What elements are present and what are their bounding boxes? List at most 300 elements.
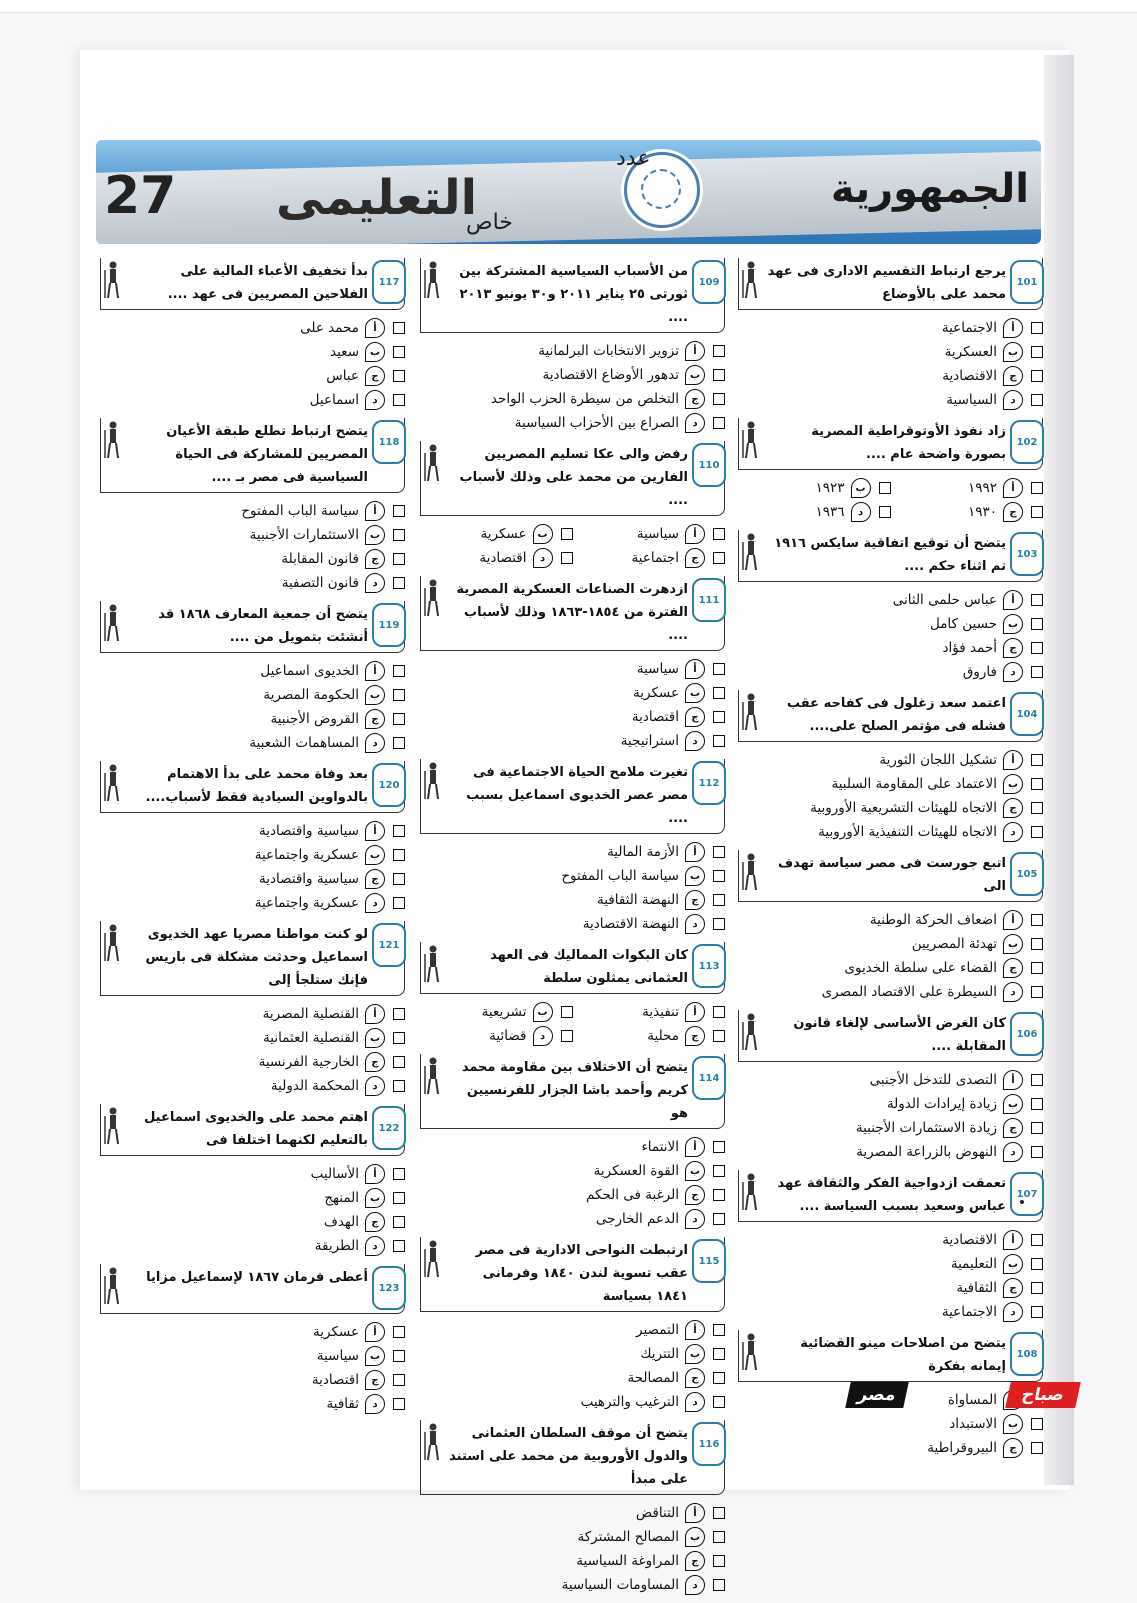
option-label: زيادة إيرادات الدولة: [886, 1096, 997, 1112]
question-number-badge: 110: [692, 443, 726, 487]
pharaoh-figure-icon: [741, 1332, 761, 1372]
answer-options: [100, 659, 405, 755]
checkbox[interactable]: [1031, 394, 1043, 406]
watermark-black-text: مصر: [845, 1382, 908, 1408]
answer-option[interactable]: [100, 1210, 405, 1234]
answer-option[interactable]: [100, 731, 405, 755]
checkbox[interactable]: [1031, 778, 1043, 790]
option-label: التمصير: [636, 1322, 679, 1338]
checkbox[interactable]: [561, 1006, 573, 1018]
answer-option[interactable]: [100, 1002, 405, 1026]
option-letter: ب: [1003, 614, 1023, 634]
checkbox[interactable]: [1031, 1146, 1043, 1158]
question-text: تعمقت ازدواجية الفكر والثقافة عهد عباس وسعيد بسبب السياسة ....: [777, 1176, 1006, 1214]
checkbox[interactable]: [713, 1555, 725, 1567]
option-label: اقتصادية: [479, 550, 527, 566]
answer-option[interactable]: [100, 867, 405, 891]
answer-option[interactable]: [420, 411, 725, 435]
checkbox[interactable]: [1031, 1074, 1043, 1086]
checkbox[interactable]: [393, 1240, 405, 1252]
answer-option[interactable]: [738, 340, 1043, 364]
checkbox[interactable]: [561, 552, 573, 564]
checkbox[interactable]: [393, 1398, 405, 1410]
option-label: اسماعيل: [309, 392, 359, 408]
option-label: ثقافية: [326, 1396, 359, 1412]
option-label: المحكمة الدولية: [270, 1078, 359, 1094]
top-bar: [0, 0, 1137, 13]
checkbox[interactable]: [1031, 914, 1043, 926]
answer-option[interactable]: [420, 363, 725, 387]
option-letter: أ: [365, 821, 385, 841]
checkbox[interactable]: [393, 1056, 405, 1068]
checkbox[interactable]: [1031, 1442, 1043, 1454]
checkbox[interactable]: [1031, 322, 1043, 334]
checkbox[interactable]: [393, 1080, 405, 1092]
question-block: [420, 1420, 725, 1597]
answer-options: [100, 316, 405, 412]
pharaoh-figure-icon: [741, 260, 761, 300]
pharaoh-figure-icon: [741, 852, 761, 892]
checkbox[interactable]: [713, 663, 725, 675]
checkbox[interactable]: [393, 1374, 405, 1386]
answer-option[interactable]: [100, 571, 405, 595]
answer-options: [100, 819, 405, 915]
answer-option[interactable]: [100, 1186, 405, 1210]
checkbox[interactable]: [1031, 1234, 1043, 1246]
checkbox[interactable]: [393, 529, 405, 541]
answer-option[interactable]: [100, 659, 405, 683]
checkbox[interactable]: [1031, 346, 1043, 358]
question-number-badge: 115: [692, 1239, 726, 1283]
option-letter: ج: [685, 1185, 705, 1205]
answer-options: [420, 1501, 725, 1597]
question-header: [420, 441, 725, 516]
checkbox[interactable]: [393, 1032, 405, 1044]
checkbox[interactable]: [393, 665, 405, 677]
answer-options: [420, 339, 725, 435]
checkbox[interactable]: [393, 370, 405, 382]
answer-option[interactable]: [738, 660, 1043, 684]
answer-option[interactable]: [738, 1276, 1043, 1300]
checkbox[interactable]: [713, 894, 725, 906]
option-label: الدعم الخارجى: [595, 1211, 679, 1227]
question-text: يتضح أن الاختلاف بين مقاومة محمد كريم وأحمد باشا الجزار للفرنسيين هو: [461, 1060, 688, 1121]
checkbox[interactable]: [1031, 986, 1043, 998]
question-number-badge: 104: [1010, 692, 1044, 736]
checkbox[interactable]: [393, 897, 405, 909]
checkbox[interactable]: [1031, 618, 1043, 630]
answer-option[interactable]: [100, 316, 405, 340]
answer-options: [100, 1002, 405, 1098]
answer-option[interactable]: [420, 657, 725, 681]
question-block: [100, 258, 405, 412]
checkbox[interactable]: [393, 689, 405, 701]
checkbox[interactable]: [393, 825, 405, 837]
checkbox[interactable]: [1031, 754, 1043, 766]
checkbox[interactable]: [713, 711, 725, 723]
question-text: اهتم محمد على والخديوى اسماعيل بالتعليم لكنهما اختلفا فى: [144, 1110, 368, 1148]
answer-option[interactable]: [100, 1392, 405, 1416]
option-letter: د: [533, 548, 553, 568]
checkbox[interactable]: [713, 1165, 725, 1177]
question-text: من الأسباب السياسية المشتركة بين ثورتى ٢٥ يناير ٢٠١١ و٣٠ يونيو ٢٠١٣ ....: [459, 264, 688, 325]
question-block: [738, 258, 1043, 412]
checkbox[interactable]: [393, 505, 405, 517]
answer-option[interactable]: [420, 387, 725, 411]
answer-options: [738, 1228, 1043, 1324]
checkbox[interactable]: [713, 1531, 725, 1543]
option-letter: ب: [1003, 1254, 1023, 1274]
option-letter: ب: [685, 1527, 705, 1547]
option-letter: ب: [1003, 774, 1023, 794]
question-text: يتضح ارتباط تطلع طبقة الأعيان المصريين للمشاركة فى الحياة السياسية فى مصر بـ ....: [166, 424, 368, 485]
answer-option[interactable]: [420, 1159, 725, 1183]
question-text: يتضح من اصلاحات مينو القضائية إيمانه بفكرة: [800, 1336, 1006, 1374]
question-number-badge: 111: [692, 578, 726, 622]
answer-option[interactable]: [738, 636, 1043, 660]
answer-option[interactable]: [100, 1344, 405, 1368]
option-letter: د: [1003, 390, 1023, 410]
checkbox[interactable]: [713, 1189, 725, 1201]
checkbox[interactable]: [393, 394, 405, 406]
answer-option[interactable]: [100, 891, 405, 915]
answer-option[interactable]: [420, 864, 725, 888]
answer-option[interactable]: [100, 683, 405, 707]
checkbox[interactable]: [713, 393, 725, 405]
option-letter: د: [365, 390, 385, 410]
checkbox[interactable]: [713, 1324, 725, 1336]
checkbox[interactable]: [1031, 826, 1043, 838]
question-block: [420, 441, 725, 570]
option-letter: أ: [685, 1002, 705, 1022]
checkbox[interactable]: [713, 1396, 725, 1408]
option-label: البيروقراطية: [927, 1440, 997, 1456]
question-number-badge: 108: [1010, 1332, 1044, 1376]
answer-option[interactable]: [420, 1501, 725, 1525]
question-number-badge: 122: [372, 1106, 406, 1150]
option-label: اقتصادية: [631, 709, 679, 725]
answer-option[interactable]: [420, 1390, 725, 1414]
pharaoh-figure-icon: [423, 761, 443, 801]
column-left: [100, 258, 405, 1422]
answer-option[interactable]: [100, 1074, 405, 1098]
issue-number: 27: [104, 166, 177, 226]
checkbox[interactable]: [393, 1350, 405, 1362]
checkbox[interactable]: [879, 482, 891, 494]
option-label: قانون التصفية: [281, 575, 359, 591]
option-label: تدهور الأوضاع الاقتصادية: [542, 367, 679, 383]
question-text: كان البكوات المماليك فى العهد العثمانى يمثلون سلطة: [490, 948, 688, 986]
answer-option[interactable]: [738, 316, 1043, 340]
option-letter: ج: [365, 869, 385, 889]
answer-option[interactable]: [738, 748, 1043, 772]
checkbox[interactable]: [879, 506, 891, 518]
answer-option[interactable]: [100, 340, 405, 364]
answer-option[interactable]: [100, 547, 405, 571]
checkbox[interactable]: [713, 1141, 725, 1153]
option-letter: ج: [1003, 1278, 1023, 1298]
checkbox[interactable]: [393, 873, 405, 885]
checkbox[interactable]: [393, 1216, 405, 1228]
question-text: بعد وفاة محمد على بدأ الاهتمام بالدواوين السيادية فقط لأسباب....: [145, 767, 368, 805]
checkbox[interactable]: [393, 346, 405, 358]
checkbox[interactable]: [713, 528, 725, 540]
answer-option[interactable]: [420, 339, 725, 363]
question-number-badge: 114: [692, 1056, 726, 1100]
answer-option[interactable]: [420, 1207, 725, 1231]
answer-option[interactable]: [420, 888, 725, 912]
checkbox[interactable]: [561, 528, 573, 540]
option-label: الاعتماد على المقاومة السلبية: [831, 776, 997, 792]
answer-option[interactable]: [420, 1135, 725, 1159]
answer-option[interactable]: [891, 476, 1044, 500]
answer-option[interactable]: [738, 1092, 1043, 1116]
answer-option[interactable]: [738, 1140, 1043, 1164]
checkbox[interactable]: [393, 577, 405, 589]
option-letter: ج: [365, 1370, 385, 1390]
option-label: التخلص من سيطرة الحزب الواحد: [490, 391, 679, 407]
option-label: الاقتصادية: [942, 368, 997, 384]
option-letter: ج: [685, 389, 705, 409]
answer-option[interactable]: [738, 1068, 1043, 1092]
answer-option[interactable]: [738, 796, 1043, 820]
checkbox[interactable]: [713, 1213, 725, 1225]
question-number-badge: 101: [1010, 260, 1044, 304]
checkbox[interactable]: [393, 1192, 405, 1204]
answer-option[interactable]: [738, 820, 1043, 844]
checkbox[interactable]: [393, 713, 405, 725]
checkbox[interactable]: [1031, 370, 1043, 382]
answer-option[interactable]: [100, 499, 405, 523]
answer-option[interactable]: [100, 1234, 405, 1258]
question-block: [420, 1237, 725, 1414]
question-header: [420, 576, 725, 651]
option-letter: ج: [685, 548, 705, 568]
answer-option[interactable]: [738, 1300, 1043, 1324]
checkbox[interactable]: [1031, 1282, 1043, 1294]
answer-option[interactable]: [420, 705, 725, 729]
answer-option[interactable]: [738, 500, 891, 524]
checkbox[interactable]: [561, 1030, 573, 1042]
checkbox[interactable]: [713, 1507, 725, 1519]
watermark-logo: [848, 1378, 1084, 1418]
answer-option[interactable]: [420, 1183, 725, 1207]
option-label: حسين كامل: [929, 616, 997, 632]
answer-options: [100, 1320, 405, 1416]
option-label: الرغبة فى الحكم: [586, 1187, 679, 1203]
answer-option[interactable]: [420, 912, 725, 936]
checkbox[interactable]: [713, 417, 725, 429]
option-letter: ج: [1003, 798, 1023, 818]
question-number-badge: 102: [1010, 420, 1044, 464]
question-block: [420, 576, 725, 753]
answer-options: [738, 316, 1043, 412]
question-block: [738, 1170, 1043, 1324]
answer-option[interactable]: [738, 772, 1043, 796]
pharaoh-figure-icon: [103, 1106, 123, 1146]
question-text: زاد نفوذ الأوتوقراطية المصرية بصورة واضحة عام ....: [811, 424, 1006, 462]
answer-option[interactable]: [738, 956, 1043, 980]
checkbox[interactable]: [713, 870, 725, 882]
issue-label: عدد: [616, 146, 651, 171]
checkbox[interactable]: [713, 1579, 725, 1591]
answer-option[interactable]: [738, 588, 1043, 612]
pharaoh-figure-icon: [103, 923, 123, 963]
checkbox[interactable]: [1031, 1306, 1043, 1318]
answer-option[interactable]: [420, 1342, 725, 1366]
option-letter: أ: [685, 659, 705, 679]
checkbox[interactable]: [713, 1348, 725, 1360]
option-letter: أ: [1003, 1070, 1023, 1090]
checkbox[interactable]: [1031, 506, 1043, 518]
answer-option[interactable]: [738, 364, 1043, 388]
option-label: تزوير الانتخابات البرلمانية: [538, 343, 679, 359]
pharaoh-figure-icon: [423, 1056, 443, 1096]
checkbox[interactable]: [1031, 482, 1043, 494]
checkbox[interactable]: [393, 322, 405, 334]
answer-option[interactable]: [420, 1024, 573, 1048]
answer-option[interactable]: [420, 681, 725, 705]
question-block: [100, 1264, 405, 1416]
option-label: الثقافية: [956, 1280, 997, 1296]
question-header: [420, 759, 725, 834]
checkbox[interactable]: [393, 553, 405, 565]
option-label: عسكرية: [633, 685, 679, 701]
option-label: الاجتماعية: [941, 320, 997, 336]
answer-option[interactable]: [420, 729, 725, 753]
checkbox[interactable]: [713, 687, 725, 699]
checkbox[interactable]: [1031, 1418, 1043, 1430]
answer-option[interactable]: [573, 1000, 726, 1024]
answer-option[interactable]: [100, 388, 405, 412]
option-letter: ب: [1003, 1414, 1023, 1434]
answer-option[interactable]: [573, 522, 726, 546]
question-header: [738, 850, 1043, 902]
question-block: [420, 942, 725, 1048]
option-letter: أ: [685, 842, 705, 862]
option-letter: ج: [1003, 1438, 1023, 1458]
option-letter: د: [365, 1076, 385, 1096]
answer-option[interactable]: [420, 1318, 725, 1342]
question-number-badge: 119: [372, 603, 406, 647]
option-label: النهضة الثقافية: [596, 892, 679, 908]
option-label: الطريقة: [314, 1238, 359, 1254]
option-letter: د: [533, 1026, 553, 1046]
checkbox[interactable]: [713, 735, 725, 747]
checkbox[interactable]: [393, 1168, 405, 1180]
checkbox[interactable]: [713, 1030, 725, 1042]
checkbox[interactable]: [713, 369, 725, 381]
answer-option[interactable]: [420, 1573, 725, 1597]
answer-option[interactable]: [738, 908, 1043, 932]
answer-option[interactable]: [891, 500, 1044, 524]
question-block: [100, 921, 405, 1098]
question-header: [100, 418, 405, 493]
answer-option[interactable]: [738, 476, 891, 500]
answer-option[interactable]: [738, 1436, 1043, 1460]
checkbox[interactable]: [393, 737, 405, 749]
answer-option[interactable]: [100, 707, 405, 731]
option-label: المنهج: [324, 1190, 359, 1206]
answer-option[interactable]: [573, 1024, 726, 1048]
checkbox[interactable]: [1031, 594, 1043, 606]
answer-option[interactable]: [100, 1162, 405, 1186]
option-label: المصالحة: [627, 1370, 679, 1386]
answer-option[interactable]: [738, 388, 1043, 412]
answer-option[interactable]: [100, 1026, 405, 1050]
checkbox[interactable]: [1031, 666, 1043, 678]
option-label: اضعاف الحركة الوطنية: [869, 912, 997, 928]
checkbox[interactable]: [713, 918, 725, 930]
option-label: الترغيب والترهيب: [580, 1394, 679, 1410]
option-letter: د: [365, 733, 385, 753]
answer-option[interactable]: [420, 1366, 725, 1390]
question-text: يتضح أن توقيع اتفاقية سايكس ١٩١٦ تم اثناء حكم ....: [774, 536, 1006, 574]
option-label: اجتماعية: [631, 550, 679, 566]
checkbox[interactable]: [1031, 1258, 1043, 1270]
question-header: [420, 1237, 725, 1312]
pharaoh-figure-icon: [103, 260, 123, 300]
answer-option[interactable]: [420, 522, 573, 546]
option-letter: أ: [1003, 910, 1023, 930]
answer-option[interactable]: [100, 1050, 405, 1074]
checkbox[interactable]: [1031, 1098, 1043, 1110]
checkbox[interactable]: [713, 552, 725, 564]
checkbox[interactable]: [713, 1006, 725, 1018]
option-label: القضاء على سلطة الخديوى: [844, 960, 997, 976]
answer-option[interactable]: [738, 1116, 1043, 1140]
question-block: [738, 850, 1043, 1004]
answer-option[interactable]: [100, 364, 405, 388]
answer-option[interactable]: [100, 843, 405, 867]
answer-option[interactable]: [573, 546, 726, 570]
checkbox[interactable]: [713, 345, 725, 357]
question-number-badge: 118: [372, 420, 406, 464]
option-label: سياسية واقتصادية: [258, 871, 359, 887]
question-block: [420, 759, 725, 936]
checkbox[interactable]: [1031, 962, 1043, 974]
checkbox[interactable]: [1031, 802, 1043, 814]
answer-option[interactable]: [738, 980, 1043, 1004]
answer-option[interactable]: [420, 546, 573, 570]
checkbox[interactable]: [713, 1372, 725, 1384]
watermark-red-text: صباح: [1005, 1382, 1081, 1408]
answer-option[interactable]: [738, 932, 1043, 956]
option-letter: د: [1003, 1302, 1023, 1322]
answer-option[interactable]: [420, 1549, 725, 1573]
option-letter: ج: [1003, 366, 1023, 386]
checkbox[interactable]: [1031, 1122, 1043, 1134]
answer-option[interactable]: [420, 1525, 725, 1549]
option-letter: ب: [685, 1161, 705, 1181]
checkbox[interactable]: [393, 1326, 405, 1338]
answer-option[interactable]: [738, 1228, 1043, 1252]
checkbox[interactable]: [393, 1008, 405, 1020]
answer-option[interactable]: [738, 612, 1043, 636]
checkbox[interactable]: [1031, 642, 1043, 654]
answer-option[interactable]: [100, 819, 405, 843]
checkbox[interactable]: [1031, 938, 1043, 950]
checkbox[interactable]: [393, 849, 405, 861]
answer-option[interactable]: [100, 1368, 405, 1392]
answer-option[interactable]: [420, 1000, 573, 1024]
answer-option[interactable]: [100, 1320, 405, 1344]
answer-options: [420, 1318, 725, 1414]
answer-option[interactable]: [738, 1252, 1043, 1276]
checkbox[interactable]: [713, 846, 725, 858]
answer-option[interactable]: [420, 840, 725, 864]
answer-option[interactable]: [100, 523, 405, 547]
